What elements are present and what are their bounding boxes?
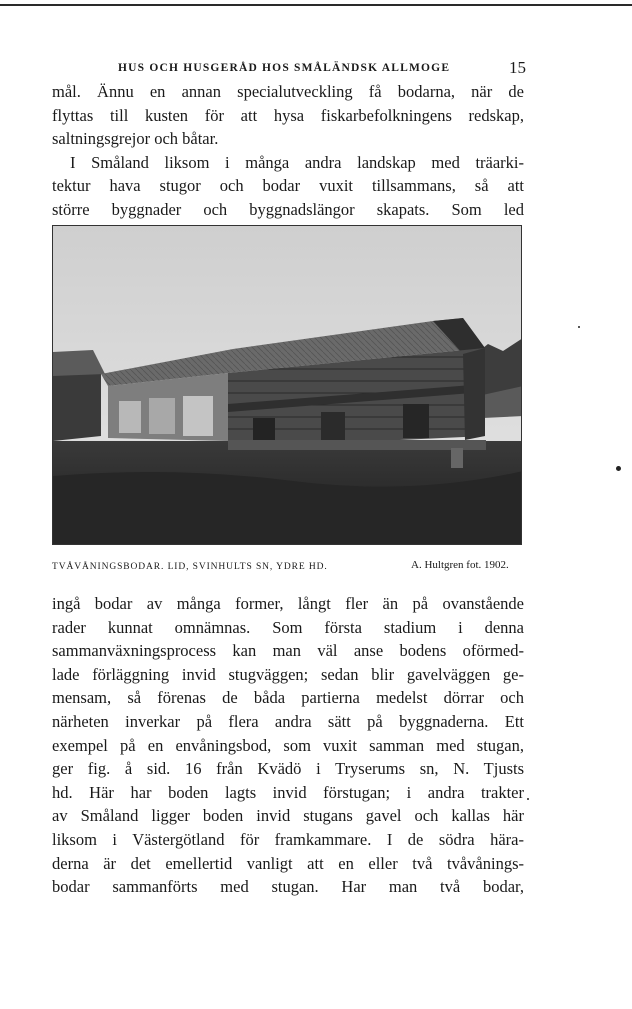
text-block-top	[52, 80, 524, 222]
text-line: tektur hava stugor och bodar vuxit tillsammans, så att	[52, 176, 524, 196]
text-line: mål. Ännu en annan specialutveckling få bodarna, när de	[52, 82, 524, 101]
text-line: bodar sammanförts med stugan. Har man två bodar,	[52, 877, 524, 897]
page-number: 15	[509, 58, 526, 77]
photograph-storehouses	[52, 225, 522, 545]
figure-caption: TVÅVÅNINGSBODAR. LID, SVINHULTS SN, YDRE HD.	[52, 562, 328, 572]
text-line: närheten inverkar på flera andra sätt på byggnaderna. Ett	[52, 711, 524, 731]
scan-speck	[578, 326, 580, 328]
text-line: mensam, så förenas de båda partierna medelst dörrar och	[52, 688, 524, 708]
text-line: flyttas till kusten för att hysa fiskarbefolkningens redskap,	[52, 105, 524, 125]
text-line: hd. Här har boden lagts invid förstugan; i andra trakter	[52, 782, 524, 802]
text-line: exempel på en envåningsbod, som vuxit samman med stugan,	[52, 735, 524, 755]
text-line: rader kunnat omnämnas. Som första stadium i denna	[52, 617, 524, 637]
text-line: sammanväxningsprocess kan man väl anse bodens oförmed-	[52, 641, 524, 661]
running-title: HUS OCH HUSGERÅD HOS SMÅLÄNDSK ALLMOGE	[118, 62, 451, 74]
text-line: större byggnader och byggnadslängor skapats. Som led	[52, 199, 524, 219]
text-line: lade förläggning invid stugväggen; sedan blir gavelväggen ge-	[52, 664, 524, 684]
text-line: liksom i Västergötland för framkammare. I de södra härа-	[52, 829, 524, 849]
text-line: ingå bodar av många former, långt fler än på ovanstående	[52, 594, 524, 613]
top-border-rule	[0, 4, 632, 6]
photo-credit: A. Hultgren fot. 1902.	[411, 559, 509, 571]
text-line: av Småland ligger boden invid stugans gavel och kallas här	[52, 806, 524, 826]
text-line: saltningsgrejor och båtar.	[52, 129, 219, 149]
text-line: ger fig. å sid. 16 från Kvädö i Tryserums sn, N. Tjusts	[52, 759, 524, 779]
text-line: I Småland liksom i många andra landskap med träarki-	[70, 152, 524, 172]
text-block-bottom	[52, 592, 524, 899]
scan-speck	[527, 798, 529, 800]
text-line: derna är det emellertid vanligt att en eller två tvåvånings-	[52, 853, 524, 873]
scan-speck	[616, 466, 621, 471]
